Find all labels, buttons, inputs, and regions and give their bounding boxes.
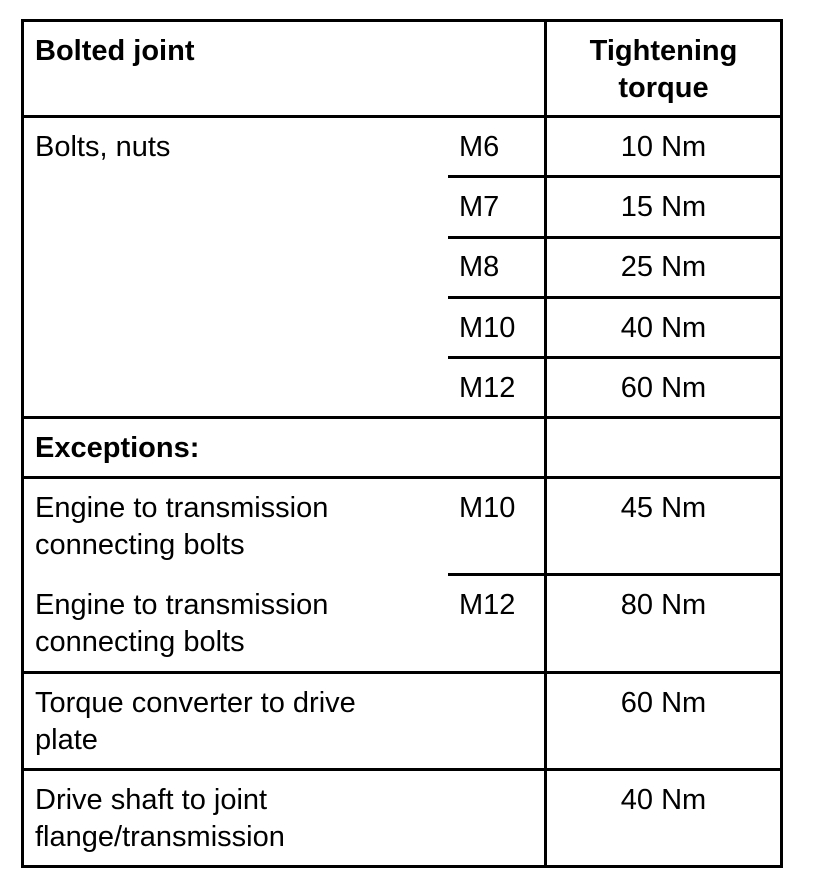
bolts-nuts-label: Bolts, nuts <box>35 131 171 163</box>
exception-torque-cell: 40 Nm <box>620 784 707 816</box>
bolt-torque-cell: 25 Nm <box>620 251 707 283</box>
bolt-torque-cell: 10 Nm <box>620 131 707 163</box>
table-border-top <box>21 19 783 22</box>
row-divider <box>21 768 783 771</box>
bolt-torque-cell: 15 Nm <box>620 191 707 223</box>
exception-torque-cell: 80 Nm <box>620 589 707 621</box>
row-divider <box>21 416 783 419</box>
row-divider-partial <box>448 175 783 178</box>
bolt-size-cell: M6 <box>459 131 500 163</box>
exception-size-cell: M10 <box>459 492 516 524</box>
exception-joint-line2: plate <box>35 724 98 756</box>
row-divider-partial <box>448 356 783 359</box>
header-tightening-torque <box>545 33 782 107</box>
header-tightening-torque-text: Tightening torque <box>589 35 738 104</box>
exceptions-label: Exceptions: <box>35 432 200 464</box>
exception-joint-line1: Torque converter to drive <box>35 687 356 719</box>
bolt-torque-cell: 60 Nm <box>620 372 707 404</box>
exception-joint-line1: Drive shaft to joint <box>35 784 268 816</box>
exception-size-cell: M12 <box>459 589 516 621</box>
bolt-size-cell: M12 <box>459 372 516 404</box>
torque-table <box>21 19 783 868</box>
exception-joint-line2: connecting bolts <box>35 626 245 658</box>
table-border-bottom <box>21 865 783 868</box>
bolt-size-cell: M10 <box>459 312 516 344</box>
header-bolted-joint: Bolted joint <box>35 35 195 67</box>
row-divider <box>21 476 783 479</box>
bolt-size-cell: M8 <box>459 251 500 283</box>
exception-joint-line1: Engine to transmission <box>35 589 329 621</box>
exception-joint-line2: flange/transmission <box>35 821 285 853</box>
row-divider-partial <box>448 573 783 576</box>
exception-joint-line2: connecting bolts <box>35 529 245 561</box>
table-border-left <box>21 19 24 868</box>
exception-torque-cell: 60 Nm <box>620 687 707 719</box>
row-divider-partial <box>448 296 783 299</box>
bolt-size-cell: M7 <box>459 191 500 223</box>
exception-torque-cell: 45 Nm <box>620 492 707 524</box>
row-divider-partial <box>448 236 783 239</box>
row-divider <box>21 115 783 118</box>
row-divider <box>21 671 783 674</box>
bolt-torque-cell: 40 Nm <box>620 312 707 344</box>
exception-joint-line1: Engine to transmission <box>35 492 329 524</box>
